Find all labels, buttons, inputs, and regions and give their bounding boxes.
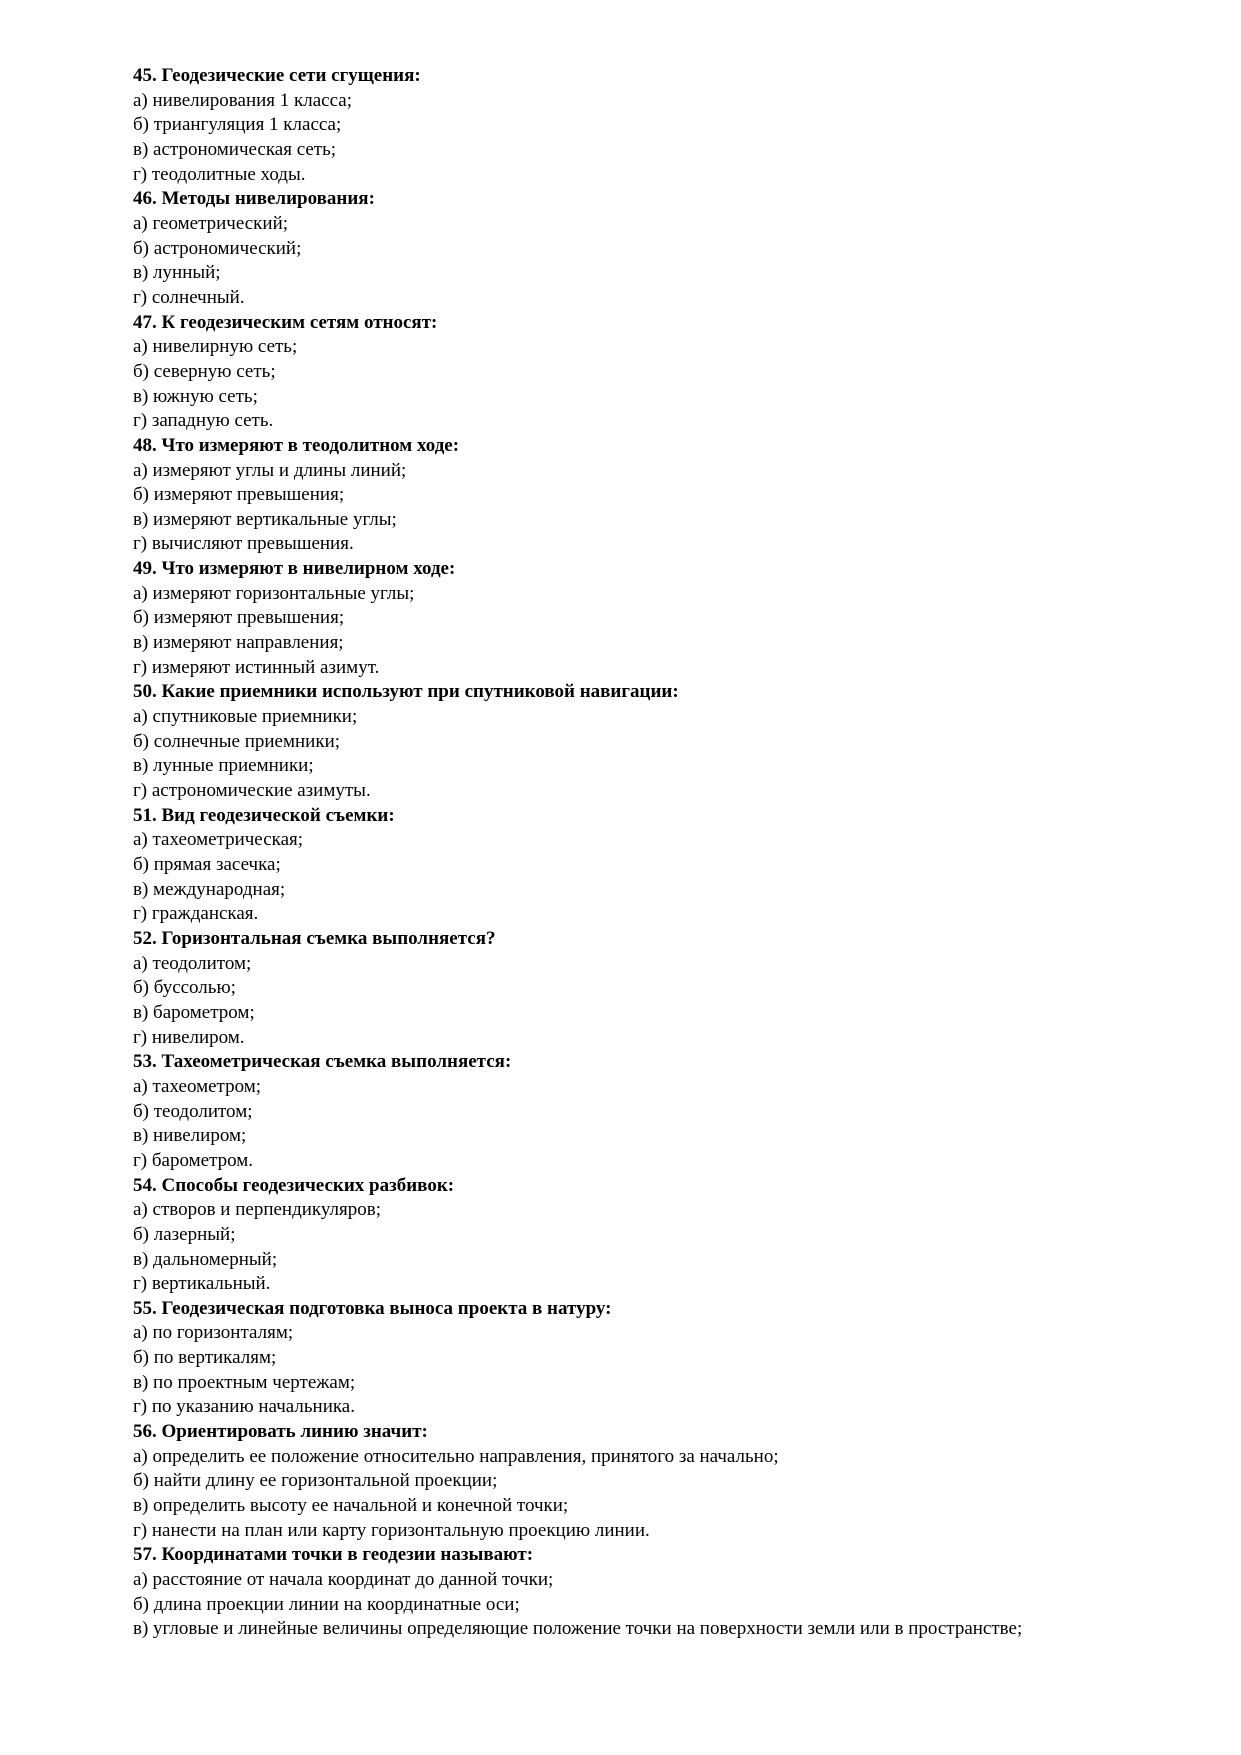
question-title: 45. Геодезические сети сгущения: bbox=[133, 65, 421, 86]
answer-option: г) солнечный. bbox=[133, 286, 245, 308]
answer-option: в) угловые и линейные величины определяющие положение точки на поверхности земли или в пространстве; bbox=[133, 1618, 1023, 1640]
answer-option: в) измеряют направления; bbox=[133, 632, 344, 654]
question-block bbox=[133, 64, 1193, 187]
answer-option: б) теодолитом; bbox=[133, 1100, 253, 1122]
answer-option: в) нивелиром; bbox=[133, 1125, 247, 1147]
answer-option: в) барометром; bbox=[133, 1001, 255, 1023]
answer-option: г) западную сеть. bbox=[133, 410, 274, 432]
answer-option: в) астрономическая сеть; bbox=[133, 138, 337, 160]
answer-option: а) измеряют углы и длины линий; bbox=[133, 459, 407, 481]
answer-option: г) по указанию начальника. bbox=[133, 1396, 355, 1418]
question-block bbox=[133, 1174, 1193, 1297]
question-block bbox=[133, 557, 1193, 680]
answer-option: а) расстояние от начала координат до данной точки; bbox=[133, 1569, 554, 1591]
answer-option: а) спутниковые приемники; bbox=[133, 706, 358, 728]
answer-option: а) нивелирную сеть; bbox=[133, 336, 298, 358]
answer-option: в) определить высоту ее начальной и конечной точки; bbox=[133, 1495, 569, 1517]
question-title: 49. Что измеряют в нивелирном ходе: bbox=[133, 558, 456, 580]
answer-option: г) вертикальный. bbox=[133, 1273, 271, 1295]
question-block bbox=[133, 927, 1193, 1050]
answer-option: в) по проектным чертежам; bbox=[133, 1371, 356, 1393]
question-title: 46. Методы нивелирования: bbox=[133, 188, 375, 210]
answer-option: а) определить ее положение относительно направления, принятого за начально; bbox=[133, 1445, 779, 1467]
answer-option: б) найти длину ее горизонтальной проекции; bbox=[133, 1470, 498, 1492]
answer-option: в) международная; bbox=[133, 878, 286, 900]
answer-option: а) геометрический; bbox=[133, 212, 289, 234]
answer-option: в) измеряют вертикальные углы; bbox=[133, 508, 397, 530]
question-block bbox=[133, 680, 1193, 803]
answer-option: г) астрономические азимуты. bbox=[133, 780, 371, 802]
question-title: 54. Способы геодезических разбивок: bbox=[133, 1174, 455, 1196]
question-title: 55. Геодезическая подготовка выноса проекта в натуру: bbox=[133, 1297, 612, 1319]
question-title: 56. Ориентировать линию значит: bbox=[133, 1421, 428, 1443]
question-title: 57. Координатами точки в геодезии называют: bbox=[133, 1544, 534, 1566]
question-block bbox=[133, 804, 1193, 927]
answer-option: г) нанести на план или карту горизонтальную проекцию линии. bbox=[133, 1519, 650, 1541]
document-page bbox=[133, 64, 1193, 1642]
answer-option: в) южную сеть; bbox=[133, 385, 258, 407]
answer-option: а) по горизонталям; bbox=[133, 1322, 294, 1344]
answer-option: б) астрономический; bbox=[133, 237, 302, 259]
answer-option: б) длина проекции линии на координатные оси; bbox=[133, 1593, 520, 1615]
question-block bbox=[133, 1543, 1193, 1642]
answer-option: г) гражданская. bbox=[133, 903, 259, 925]
question-title: 50. Какие приемники используют при спутниковой навигации: bbox=[133, 681, 679, 703]
answer-option: а) теодолитом; bbox=[133, 952, 252, 974]
answer-option: г) вычисляют превышения. bbox=[133, 533, 354, 555]
question-title: 53. Тахеометрическая съемка выполняется: bbox=[133, 1051, 512, 1073]
answer-option: б) измеряют превышения; bbox=[133, 484, 345, 506]
answer-option: б) триангуляция 1 класса; bbox=[133, 114, 342, 136]
question-block bbox=[133, 1297, 1193, 1420]
question-title: 52. Горизонтальная съемка выполняется? bbox=[133, 927, 496, 949]
answer-option: б) северную сеть; bbox=[133, 360, 276, 382]
answer-option: а) тахеометрическая; bbox=[133, 829, 304, 851]
question-block bbox=[133, 1420, 1193, 1543]
question-title: 48. Что измеряют в теодолитном ходе: bbox=[133, 434, 460, 456]
answer-option: в) лунный; bbox=[133, 262, 221, 284]
answer-option: г) барометром. bbox=[133, 1149, 254, 1171]
answer-option: а) нивелирования 1 класса; bbox=[133, 89, 352, 111]
answer-option: б) буссолью; bbox=[133, 977, 236, 999]
question-block bbox=[133, 434, 1193, 557]
answer-option: б) лазерный; bbox=[133, 1223, 236, 1245]
answer-option: б) по вертикалям; bbox=[133, 1347, 277, 1369]
answer-option: б) солнечные приемники; bbox=[133, 730, 341, 752]
answer-option: а) тахеометром; bbox=[133, 1075, 262, 1097]
question-block bbox=[133, 311, 1193, 434]
answer-option: г) нивелиром. bbox=[133, 1026, 245, 1048]
answer-option: б) прямая засечка; bbox=[133, 854, 281, 875]
question-title: 51. Вид геодезической съемки: bbox=[133, 804, 395, 826]
answer-option: а) измеряют горизонтальные углы; bbox=[133, 582, 415, 604]
answer-option: а) створов и перпендикуляров; bbox=[133, 1199, 382, 1221]
answer-option: г) измеряют истинный азимут. bbox=[133, 656, 380, 678]
answer-option: в) дальномерный; bbox=[133, 1248, 278, 1270]
answer-option: б) измеряют превышения; bbox=[133, 607, 345, 629]
answer-option: г) теодолитные ходы. bbox=[133, 163, 306, 185]
question-block bbox=[133, 1050, 1193, 1173]
question-block bbox=[133, 187, 1193, 310]
question-title: 47. К геодезическим сетям относят: bbox=[133, 311, 438, 333]
answer-option: в) лунные приемники; bbox=[133, 755, 314, 777]
